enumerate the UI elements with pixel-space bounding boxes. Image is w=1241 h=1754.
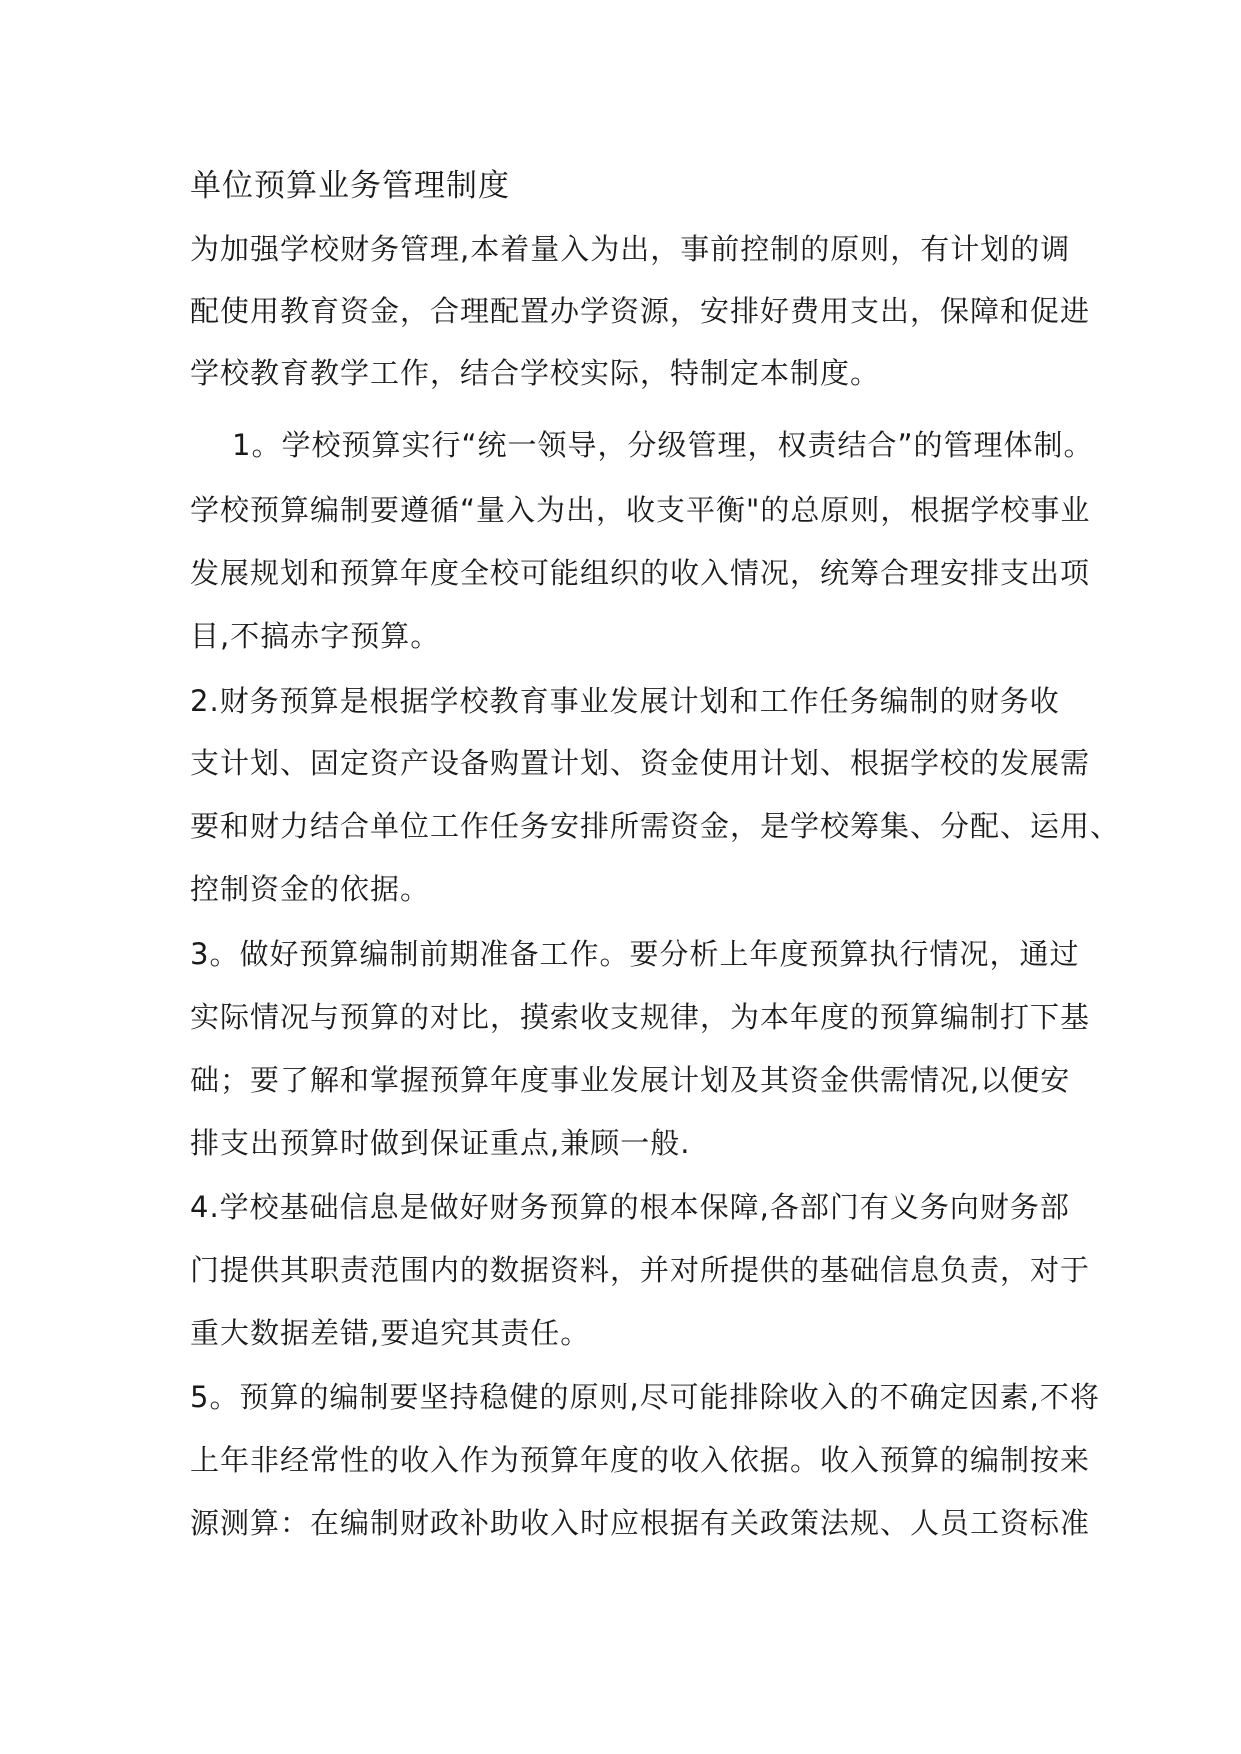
paragraph-line: 源测算：在编制财政补助收入时应根据有关政策法规、人员工资标准	[190, 1506, 1091, 1540]
paragraph-line: 3。做好预算编制前期准备工作。要分析上年度预算执行情况，通过	[190, 937, 1080, 971]
paragraph-line: 目,不搞赤字预算。	[190, 619, 441, 653]
paragraph-line: 上年非经常性的收入作为预算年度的收入依据。收入预算的编制按来	[190, 1443, 1091, 1477]
paragraph-line: 配使用教育资金，合理配置办学资源，安排好费用支出，保障和促进	[190, 294, 1091, 328]
paragraph-line: 要和财力结合单位工作任务安排所需资金，是学校筹集、分配、运用、	[190, 809, 1121, 843]
paragraph-line: 排支出预算时做到保证重点,兼顾一般.	[190, 1126, 691, 1160]
paragraph-line: 学校教育教学工作，结合学校实际，特制定本制度。	[190, 356, 881, 390]
document-title: 单位预算业务管理制度	[190, 168, 510, 204]
paragraph-line: 重大数据差错,要追究其责任。	[190, 1316, 591, 1350]
paragraph-line: 础；要了解和掌握预算年度事业发展计划及其资金供需情况,以便安	[190, 1063, 1071, 1097]
paragraph-line: 1。学校预算实行“统一领导，分级管理，权责结合”的管理体制。	[232, 428, 1094, 462]
paragraph-line: 5。预算的编制要坚持稳健的原则,尽可能排除收入的不确定因素,不将	[190, 1380, 1100, 1414]
paragraph-line: 发展规划和预算年度全校可能组织的收入情况，统筹合理安排支出项	[190, 556, 1091, 590]
paragraph-line: 门提供其职责范围内的数据资料，并对所提供的基础信息负责，对于	[190, 1253, 1091, 1287]
paragraph-line: 4.学校基础信息是做好财务预算的根本保障,各部门有义务向财务部	[190, 1190, 1070, 1224]
paragraph-line: 为加强学校财务管理,本着量入为出，事前控制的原则，有计划的调	[190, 232, 1071, 266]
paragraph-line: 支计划、固定资产设备购置计划、资金使用计划、根据学校的发展需	[190, 746, 1091, 780]
paragraph-line: 控制资金的依据。	[190, 872, 431, 906]
paragraph-line: 实际情况与预算的对比，摸索收支规律，为本年度的预算编制打下基	[190, 1000, 1091, 1034]
paragraph-line: 学校预算编制要遵循“量入为出，收支平衡"的总原则，根据学校事业	[190, 493, 1091, 527]
paragraph-line: 2.财务预算是根据学校教育事业发展计划和工作任务编制的财务收	[190, 684, 1060, 718]
